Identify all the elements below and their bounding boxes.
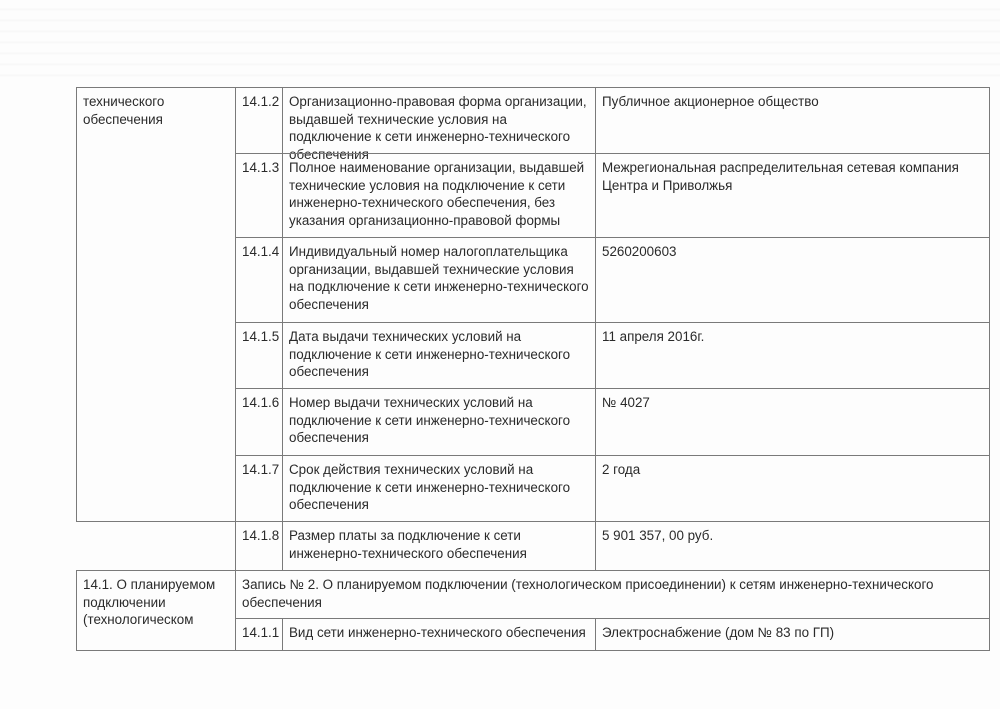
field-name-cell [282,618,596,651]
section2-label-cell [76,570,236,651]
field-value: 2 года [602,462,641,477]
row-number-cell [235,153,283,238]
row-number: 14.1.2 [242,94,280,109]
field-value: Межрегиональная распределительная сетевая компания Центра и Приволжья [602,160,959,193]
row-number: 14.1.3 [242,160,280,175]
field-value-cell [595,153,990,238]
field-value: 11 апреля 2016г. [602,329,705,344]
field-value-cell [595,237,990,323]
field-name-cell [282,87,596,162]
field-name: Полное наименование организации, выдавшей технические условия на подключение к сети инженерно-технического обеспечения, без указания организационно-правовой формы [289,160,585,228]
field-name: Организационно-правовая форма организации, выдавшей технические условия на подключение к сети инженерно-технического обеспечения [289,94,587,162]
bleed-through-artifact [0,0,1000,80]
row-number: 14.1.4 [242,244,280,259]
section-label: технического обеспечения [83,94,165,127]
field-value-cell [595,322,990,389]
field-name: Вид сети инженерно-технического обеспечения [289,625,586,640]
row-number: 14.1.1 [242,625,280,640]
row-number-cell [235,521,283,571]
row-number-cell [235,322,283,389]
field-value-cell [595,455,990,522]
field-name: Размер платы за подключение к сети инженерно-технического обеспечения [289,528,527,561]
row-number: 14.1.6 [242,395,280,410]
field-name: Номер выдачи технических условий на подключение к сети инженерно-технического обеспечения [289,395,571,445]
field-value-cell [595,87,990,154]
field-value-cell [595,388,990,456]
field-name-cell [282,521,596,571]
field-name-cell [282,388,596,456]
field-value: Электроснабжение (дом № 83 по ГП) [602,625,835,640]
row-number-cell [235,455,283,522]
field-value-cell [595,618,990,651]
field-value-cell [595,521,990,571]
row-number-cell [235,237,283,323]
field-name-cell [282,237,596,323]
field-name-cell [282,455,596,522]
field-name: Срок действия технических условий на подключение к сети инженерно-технического обеспечения [289,462,571,512]
record-title: Запись № 2. О планируемом подключении (технологическом присоединении) к сетям инженерно-технического обеспечения [242,577,934,610]
field-name-cell [282,322,596,389]
record-title-cell [235,570,990,619]
row-number: 14.1.7 [242,462,280,477]
field-value: № 4027 [602,395,650,410]
section2-label: 14.1. О планируемом подключении (технологическом [83,577,216,627]
field-value: Публичное акционерное общество [602,94,819,109]
row-number-cell [235,87,283,154]
field-name: Индивидуальный номер налогоплательщика организации, выдавшей технические условия на подключение к сети инженерно-технического обеспечения [289,244,589,312]
row-number: 14.1.5 [242,329,280,344]
field-name: Дата выдачи технических условий на подключение к сети инженерно-технического обеспечения [289,329,571,379]
field-value: 5260200603 [602,244,677,259]
row-number: 14.1.8 [242,528,280,543]
field-value: 5 901 357, 00 руб. [602,528,714,543]
row-number-cell [235,388,283,456]
field-name-cell [282,153,596,238]
section-label-cell [76,87,236,522]
row-number-cell [235,618,283,651]
